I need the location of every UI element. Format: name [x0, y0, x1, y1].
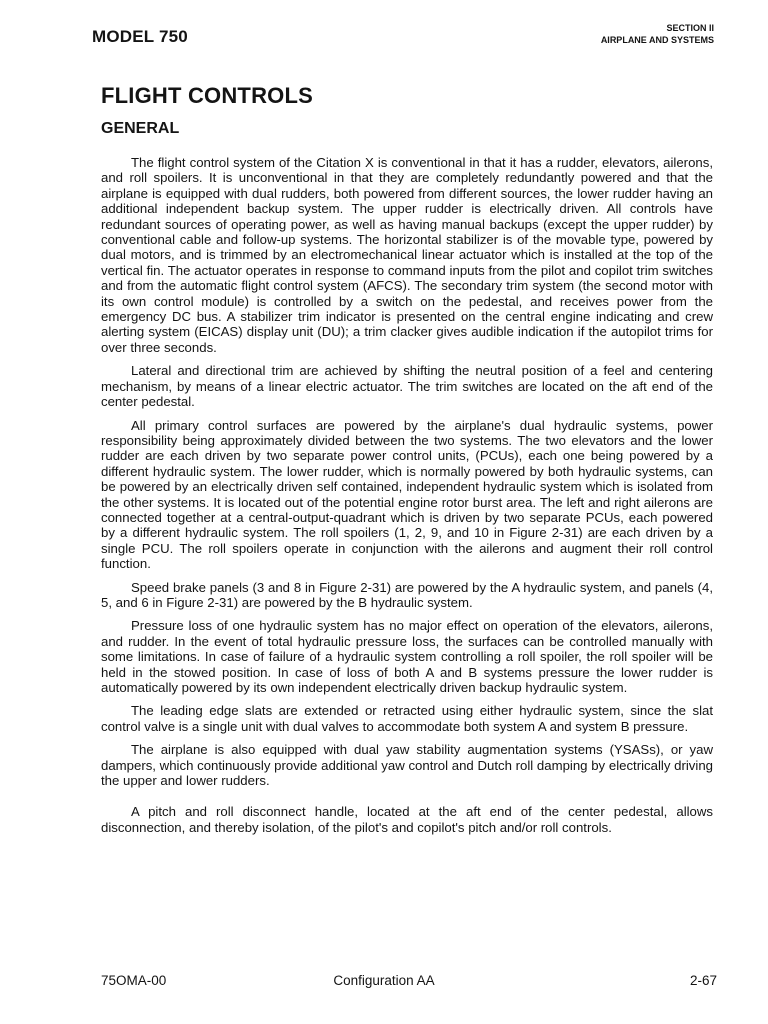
- footer-doc-id: 75OMA-00: [101, 973, 167, 988]
- footer-configuration: Configuration AA: [333, 973, 435, 988]
- header-section-number: SECTION II: [666, 23, 714, 33]
- paragraph-speed-brakes: Speed brake panels (3 and 8 in Figure 2-31) are powered by the A hydraulic system, and panels (4, 5, and 6 in Figure 2-31) are powered by the B hydraulic system.: [101, 579, 713, 610]
- paragraph-yaw-dampers: The airplane is also equipped with dual yaw stability augmentation systems (YSASs), or yaw dampers, which continuously provide additional yaw control and Dutch roll damping by electrically driving the upper and lower rudders.: [101, 742, 713, 789]
- paragraph-slats: The leading edge slats are extended or retracted using either hydraulic system, since the slat control valve is a single unit with dual valves to accommodate both system A and system B pressure.: [101, 703, 713, 734]
- paragraph-flight-control-overview: The flight control system of the Citation X is conventional in that it has a rudder, elevators, ailerons, and roll spoilers. It is unconventional in that they are completely redundantly powered and that the airplane is equipped with dual rudders, both powered from different sources, the lower rudder having an additional independent backup system. The upper rudder is electrically driven. All controls have redundant sources of operating power, as well as having manual backups (except the upper rudder) by conventional cable and follow-up systems. The horizontal stabilizer is of the movable type, powered by dual motors, and is trimmed by an electromechanical linear actuator which is installed at the top of the vertical fin. The actuator operates in response to command inputs from the pilot and copilot trim switches and from the automatic flight control system (AFCS). The secondary trim system (the second motor with its own control module) is controlled by a switch on the pedestal, and receives power from the emergency DC bus. A stabilizer trim indicator is presented on the central engine indicating and crew alerting system (EICAS) display unit (DU); a trim clacker gives audible indication if the autopilot trims for over three seconds.: [101, 155, 713, 355]
- footer-page-number: 2-67: [689, 973, 717, 988]
- page-title: FLIGHT CONTROLS: [101, 83, 313, 108]
- paragraph-pressure-loss: Pressure loss of one hydraulic system has no major effect on operation of the elevators, ailerons, and rudder. In the event of total hydraulic pressure loss, the surfaces can be controlled manually with some limitations. In case of failure of a hydraulic system controlling a roll spoiler, the roll spoiler will be held in the stowed position. In case of loss of both A and B systems pressure the lower rudder is automatically powered by its own independent electrically driven backup hydraulic system.: [101, 618, 713, 695]
- paragraph-control-surfaces: All primary control surfaces are powered by the airplane's dual hydraulic systems, power responsibility being approximately divided between the two systems. The two elevators and the lower rudder are each driven by two separate power control units, (PCUs), each one being powered by a different hydraulic system. The lower rudder, which is normally powered by both hydraulic systems, can be powered by an electrically driven self contained, independent hydraulic system which is isolated from the other systems. It is located out of the potential engine rotor burst area. The left and right ailerons are connected together at a central-output-quadrant which is driven by two separate PCUs, each powered by a different hydraulic system. The roll spoilers (1, 2, 9, and 10 in Figure 2-31) are each driven by a single PCU. The roll spoilers operate in conjunction with the ailerons and augment their roll control function.: [101, 417, 713, 572]
- body-text: [101, 155, 713, 843]
- header-model: MODEL 750: [92, 27, 188, 46]
- paragraph-disconnect-handle: A pitch and roll disconnect handle, located at the aft end of the center pedestal, allows disconnection, and thereby isolation, of the pilot's and copilot's pitch and/or roll controls.: [101, 804, 713, 835]
- header-section: [601, 22, 714, 46]
- paragraph-trim: Lateral and directional trim are achieved by shifting the neutral position of a feel and centering mechanism, by means of a linear electric actuator. The trim switches are located on the aft end of the center pedestal.: [101, 363, 713, 410]
- section-heading: GENERAL: [101, 120, 180, 137]
- header-section-name: AIRPLANE AND SYSTEMS: [600, 35, 714, 45]
